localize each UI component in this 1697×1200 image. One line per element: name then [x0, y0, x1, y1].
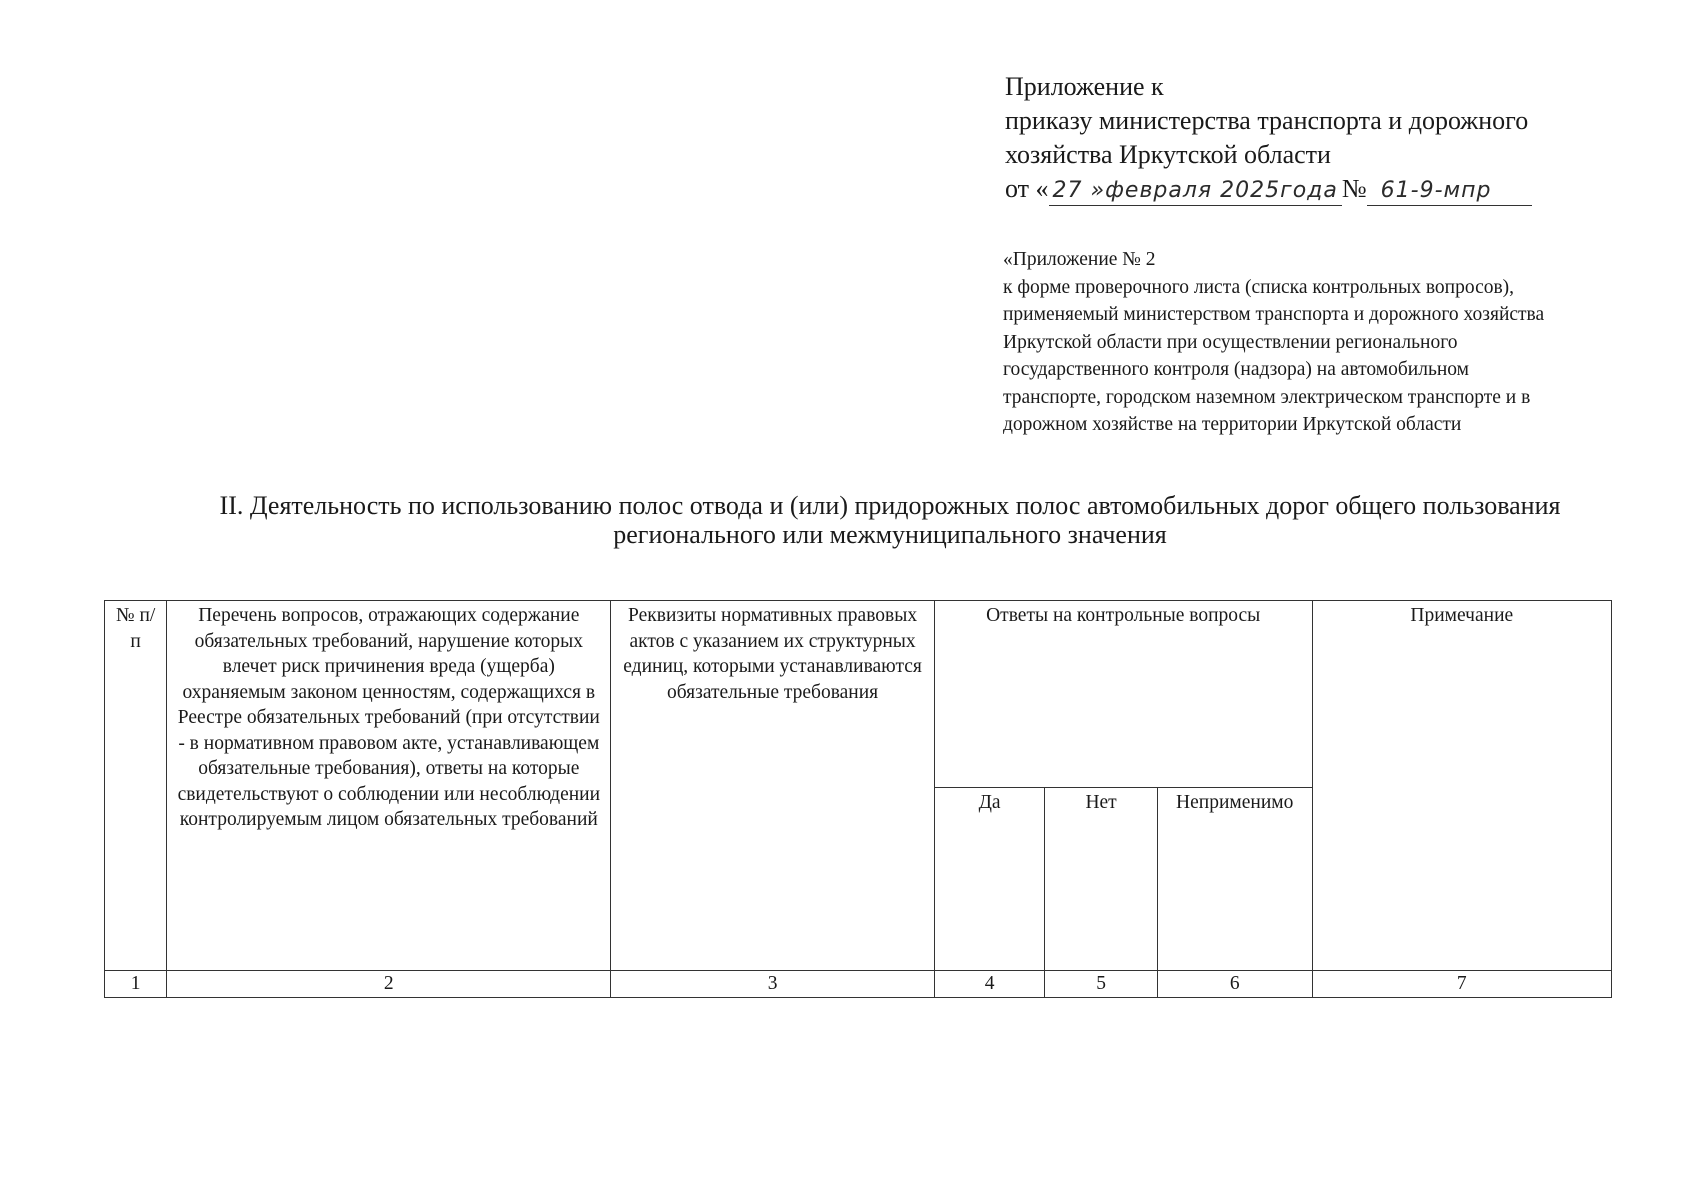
sub-appendix-line: Иркутской области при осуществлении регионального	[1003, 331, 1458, 353]
checklist-table	[104, 600, 1612, 998]
column-number: 7	[1312, 971, 1611, 998]
sub-appendix-line: к форме проверочного листа (списка контрольных вопросов),	[1003, 276, 1515, 298]
column-number: 5	[1045, 971, 1158, 998]
header-answers: Ответы на контрольные вопросы	[934, 601, 1312, 788]
date-prefix: от «	[1005, 174, 1049, 203]
header-no: Нет	[1045, 788, 1158, 971]
appendix-line-2: приказу министерства транспорта и дорожного	[1005, 106, 1529, 135]
sub-appendix-line: дорожном хозяйстве на территории Иркутской области	[1003, 414, 1462, 435]
appendix-line-1: Приложение к	[1005, 72, 1164, 101]
header-num: № п/п	[105, 601, 167, 971]
sub-appendix-line: транспорте, городском наземном электрическом транспорте и в	[1003, 386, 1531, 408]
handwritten-order-number: 61-9-мпр	[1367, 177, 1532, 206]
sub-appendix-line: «Приложение № 2	[1003, 249, 1156, 270]
sub-appendix-note	[1003, 246, 1643, 439]
section-title	[130, 491, 1650, 549]
section-title-line-1: II. Деятельность по использованию полос отвода и (или) придорожных полос автомобильных дорог общего пользования	[219, 491, 1561, 520]
column-number: 2	[167, 971, 611, 998]
order-date-line	[1005, 172, 1625, 206]
handwritten-month-year: »февраля 2025года	[1087, 177, 1342, 206]
column-number: 6	[1157, 971, 1312, 998]
column-number: 3	[611, 971, 934, 998]
header-questions: Перечень вопросов, отражающих содержание обязательных требований, нарушение которых влечет риск причинения вреда (ущерба) охраняемым законом ценностям, содержащихся в Реестре обязательных требований (при отсутствии - в нормативном правовом акте, устанавливающем обязательные требования), ответы на которые свидетельствуют о соблюдении или несоблюдении контролируемым лицом обязательных требований	[167, 601, 611, 971]
sub-appendix-line: государственного контроля (надзора) на автомобильном	[1003, 359, 1469, 380]
header-requisites: Реквизиты нормативных правовых актов с указанием их структурных единиц, которыми устанавливаются обязательные требования	[611, 601, 934, 971]
header-note: Примечание	[1312, 601, 1611, 971]
header-not-applicable: Неприменимо	[1157, 788, 1312, 971]
appendix-header	[1005, 70, 1625, 206]
number-sign: №	[1341, 174, 1367, 203]
table-header-row	[105, 601, 1612, 788]
sub-appendix-line: применяемый министерством транспорта и дорожного хозяйства	[1003, 304, 1545, 325]
column-number: 4	[934, 971, 1045, 998]
header-yes: Да	[934, 788, 1045, 971]
table-row-column-numbers	[105, 971, 1612, 998]
column-number: 1	[105, 971, 167, 998]
section-title-line-2: регионального или межмуниципального значения	[613, 520, 1167, 549]
handwritten-day: 27	[1049, 177, 1087, 206]
appendix-line-3: хозяйства Иркутской области	[1005, 140, 1331, 169]
